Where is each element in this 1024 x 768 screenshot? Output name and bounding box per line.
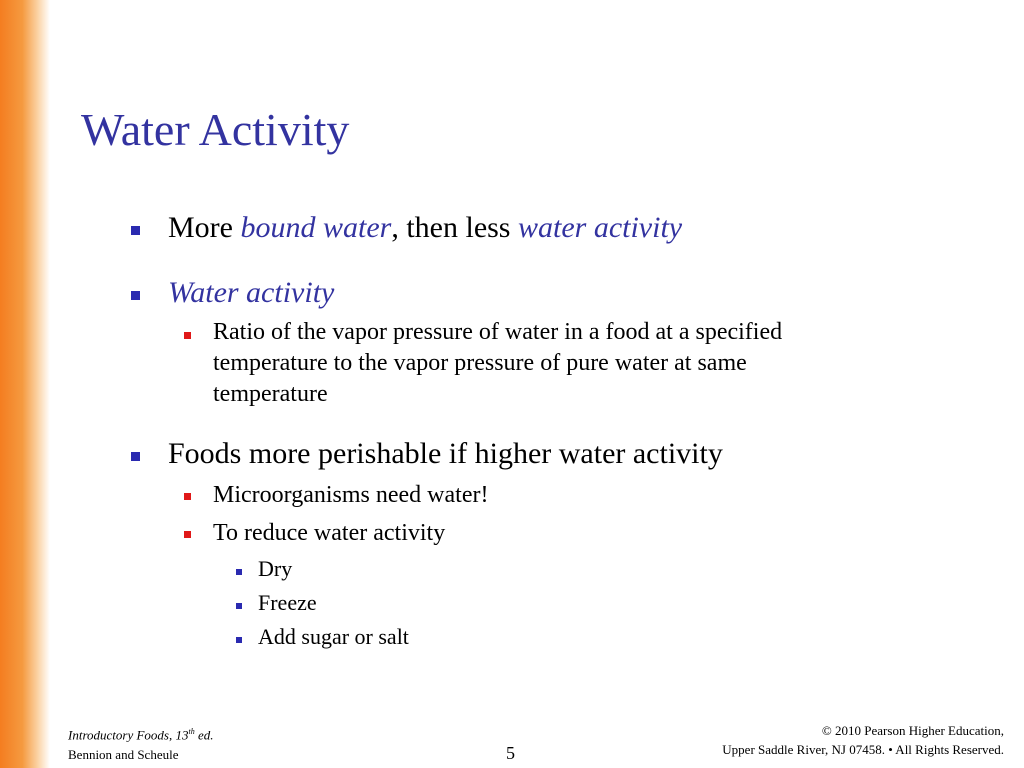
bullet-text: , then less: [391, 211, 518, 244]
square-bullet-icon: [236, 637, 242, 643]
footer-copyright: [722, 721, 1004, 759]
book-title: Introductory Foods, 13th ed.: [68, 727, 214, 743]
bullet-bound-water: [168, 211, 682, 245]
square-bullet-icon: [131, 291, 140, 300]
book-authors: Bennion and Scheule: [68, 747, 179, 763]
list-item-sugar-salt: Add sugar or salt: [258, 624, 409, 649]
water-activity-term: water activity: [517, 211, 683, 244]
square-bullet-icon: [236, 569, 242, 575]
page-number: 5: [506, 743, 515, 763]
square-bullet-icon: [131, 226, 140, 235]
footer-citation: [68, 722, 214, 765]
square-bullet-icon: [184, 493, 191, 500]
definition-line-1: Ratio of the vapor pressure of water in a food at a specified: [213, 319, 783, 345]
square-bullet-icon: [184, 531, 191, 538]
sub-bullet-reduce: To reduce water activity: [213, 520, 446, 546]
sub-bullet-microorganisms: Microorganisms need water!: [213, 482, 489, 508]
copyright-line-2: Upper Saddle River, NJ 07458. • All Rights Reserved.: [722, 742, 1004, 757]
list-item-freeze: Freeze: [258, 590, 317, 615]
orange-side-bar: [0, 0, 50, 768]
bullet-perishable: Foods more perishable if higher water activity: [168, 437, 723, 470]
square-bullet-icon: [131, 452, 140, 461]
definition-line-2: temperature to the vapor pressure of pure water at same: [213, 350, 747, 376]
copyright-line-1: © 2010 Pearson Higher Education,: [821, 723, 1004, 738]
definition-line-3: temperature: [213, 381, 328, 407]
square-bullet-icon: [236, 603, 242, 609]
bound-water-term: bound water: [240, 211, 392, 244]
slide-title: Water Activity: [81, 104, 350, 155]
bullet-text: More: [168, 211, 241, 244]
bullet-water-activity: Water activity: [168, 276, 335, 309]
square-bullet-icon: [184, 332, 191, 339]
list-item-dry: Dry: [258, 556, 293, 581]
